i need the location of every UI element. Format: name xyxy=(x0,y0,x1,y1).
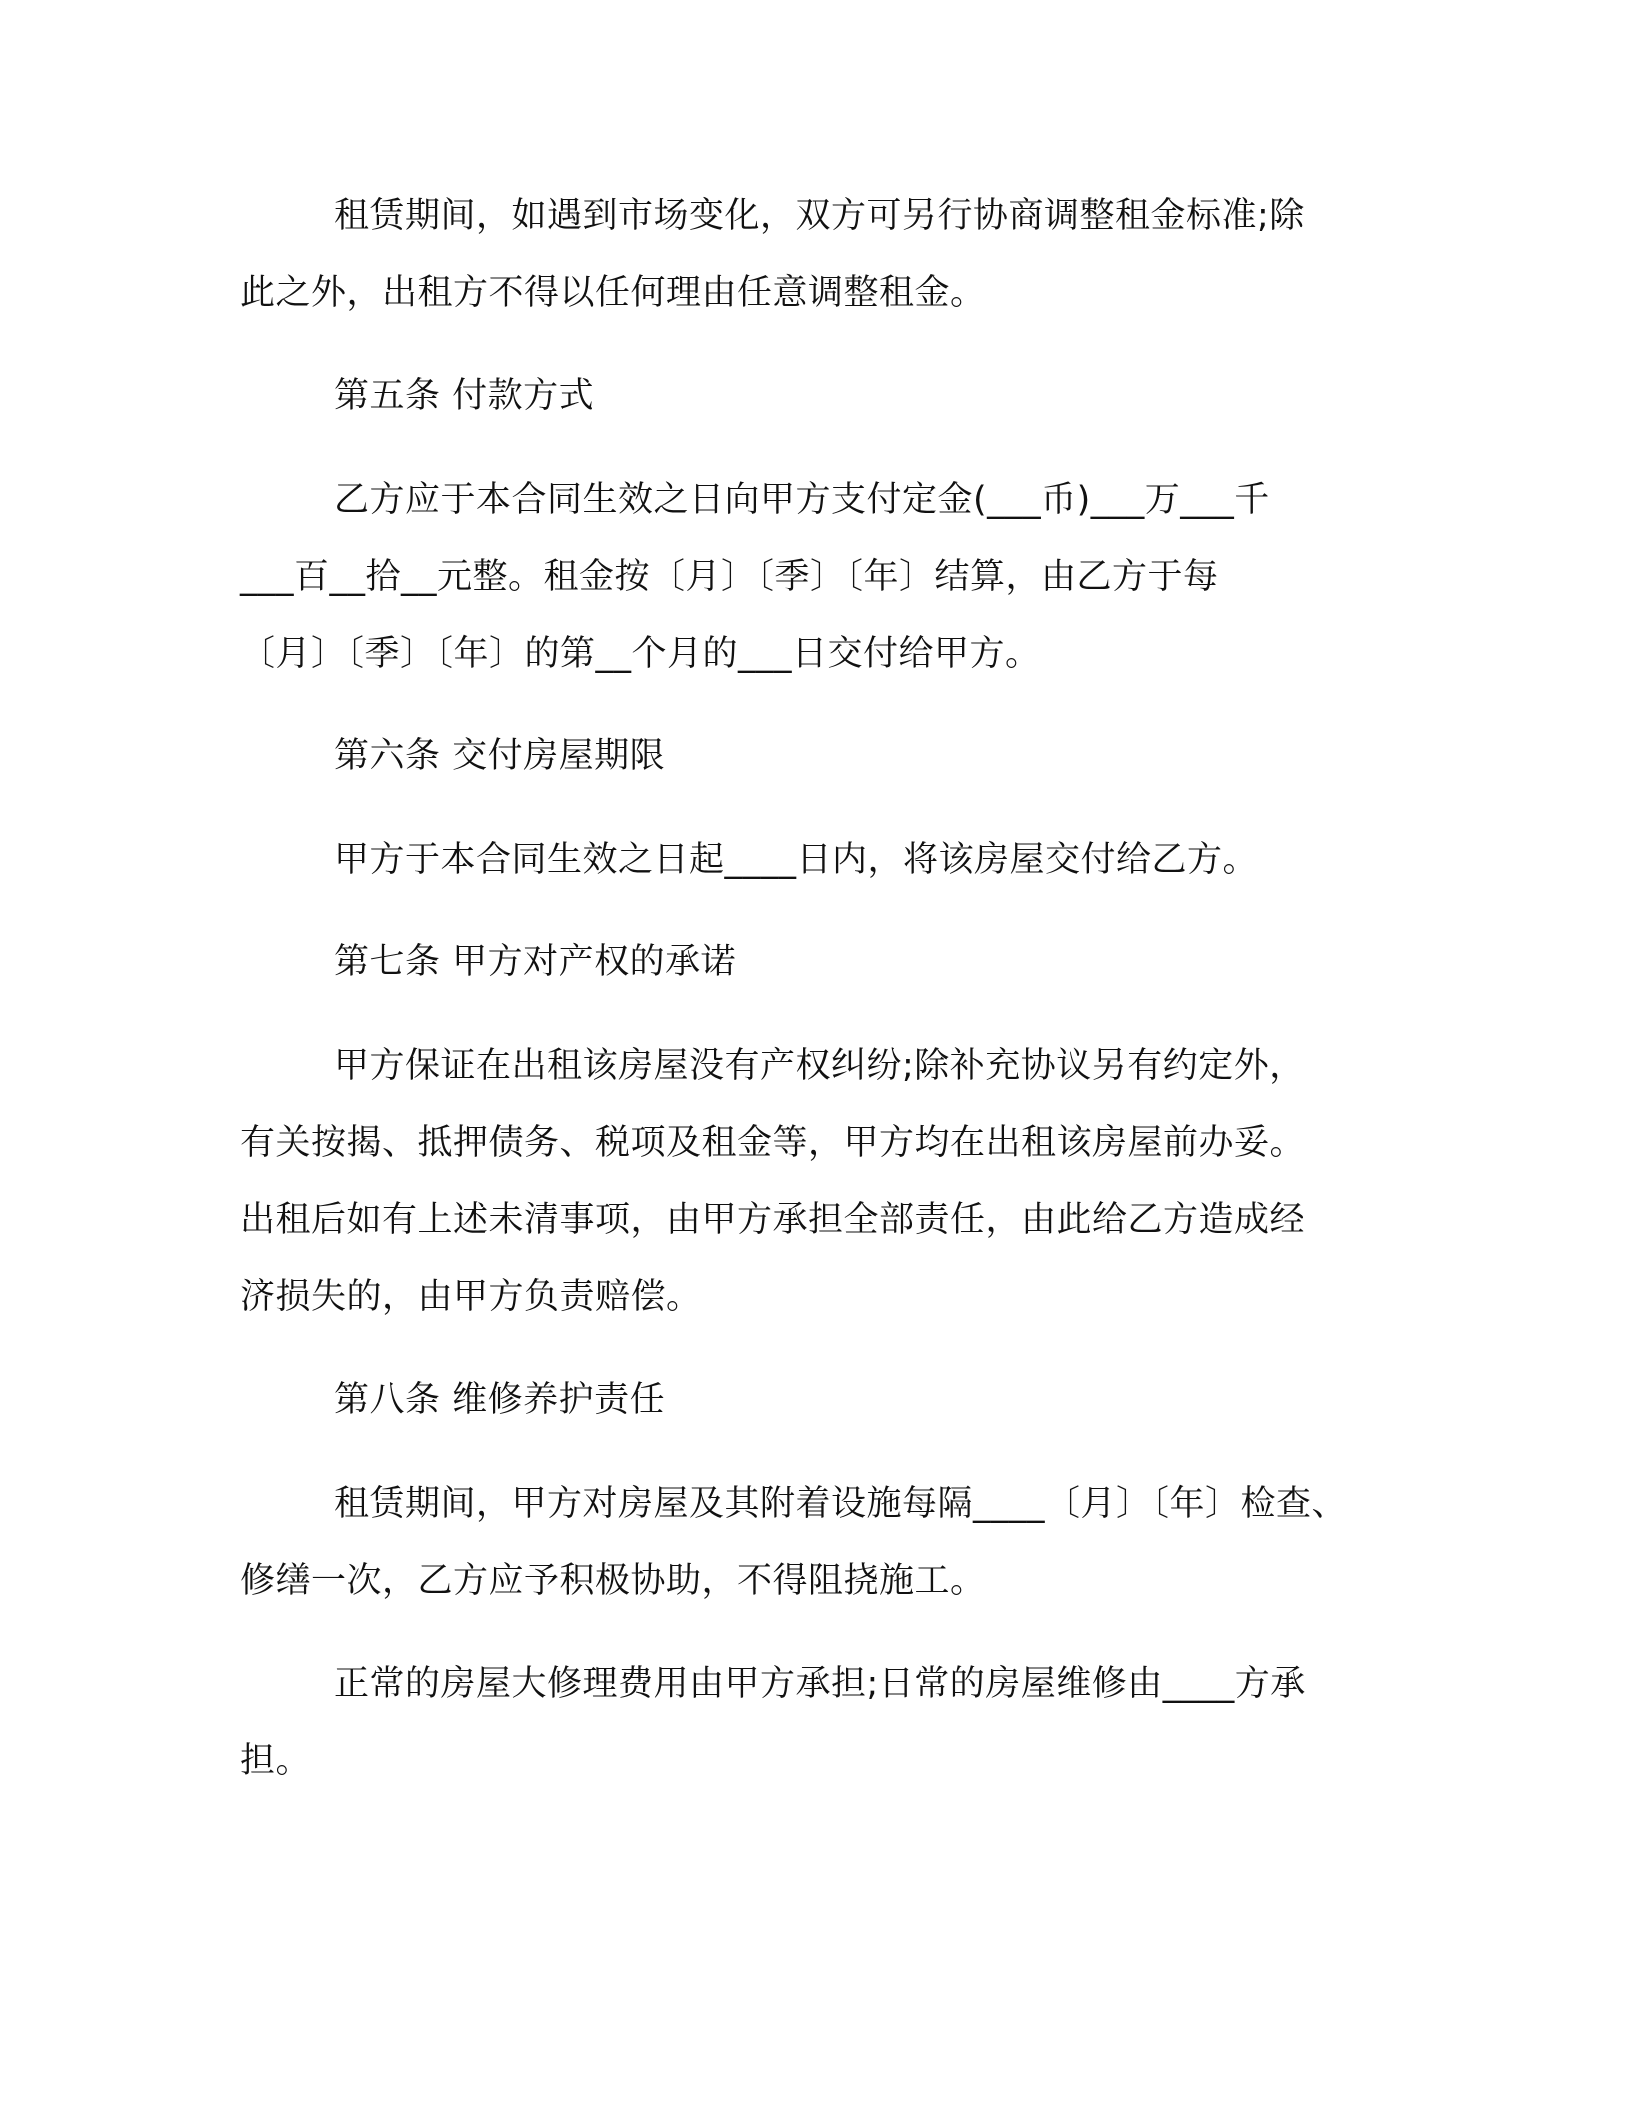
paragraph-maintenance-line-1: 租赁期间，甲方对房屋及其附着设施每隔____〔月〕〔年〕检查、 xyxy=(334,1484,1348,1524)
paragraph-delivery-line-1: 甲方于本合同生效之日起____日内，将该房屋交付给乙方。 xyxy=(334,840,1259,880)
paragraph-rent-adjustment-line-2: 此之外，出租方不得以任何理由任意调整租金。 xyxy=(240,273,986,313)
paragraph-repair-cost-line-2: 担。 xyxy=(240,1741,312,1781)
paragraph-payment-line-3: 〔月〕〔季〕〔年〕的第__个月的___日交付给甲方。 xyxy=(240,634,1041,674)
paragraph-title-promise-line-4: 济损失的，由甲方负责赔偿。 xyxy=(240,1277,702,1317)
article-6-heading: 第六条 交付房屋期限 xyxy=(334,736,666,776)
article-5-heading: 第五条 付款方式 xyxy=(334,376,595,416)
paragraph-payment-line-1: 乙方应于本合同生效之日向甲方支付定金(___币)___万___千 xyxy=(334,480,1270,520)
paragraph-payment-line-2: ___百__拾__元整。租金按〔月〕〔季〕〔年〕结算，由乙方于每 xyxy=(240,557,1219,597)
paragraph-repair-cost-line-1: 正常的房屋大修理费用由甲方承担;日常的房屋维修由____方承 xyxy=(334,1664,1306,1704)
paragraph-maintenance-line-2: 修缮一次，乙方应予积极协助，不得阻挠施工。 xyxy=(240,1561,986,1601)
paragraph-title-promise-line-3: 出租后如有上述未清事项，由甲方承担全部责任，由此给乙方造成经 xyxy=(240,1200,1306,1240)
paragraph-title-promise-line-2: 有关按揭、抵押债务、税项及租金等，甲方均在出租该房屋前办妥。 xyxy=(240,1123,1306,1163)
paragraph-title-promise-line-1: 甲方保证在出租该房屋没有产权纠纷;除补充协议另有约定外， xyxy=(334,1046,1305,1086)
paragraph-rent-adjustment-line-1: 租赁期间，如遇到市场变化，双方可另行协商调整租金标准;除 xyxy=(334,196,1305,236)
article-7-heading: 第七条 甲方对产权的承诺 xyxy=(334,942,737,982)
article-8-heading: 第八条 维修养护责任 xyxy=(334,1380,666,1420)
